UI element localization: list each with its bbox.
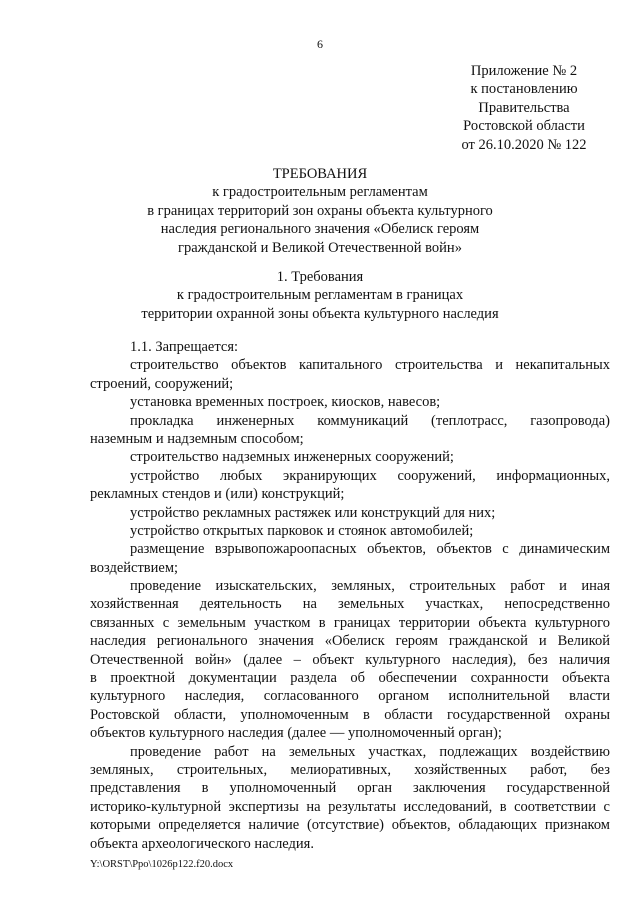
title-line: наследия регионального значения «Обелиск героям <box>160 221 480 238</box>
paragraph-line: объекта археологического наследия. <box>90 835 314 852</box>
paragraph-line: прокладка инженерных коммуникаций (теплотрасс, газопровода) <box>130 412 610 429</box>
paragraph-line: проведение работ на земельных участках, подлежащих воздействию <box>130 743 610 760</box>
paragraph-line: Отечественной войн» (далее – объект культурного наследия), без наличия <box>90 651 610 668</box>
paragraph-line: хозяйственная деятельность на земельных участках, непосредственно <box>90 596 610 613</box>
document-title <box>80 165 560 257</box>
title-line: к градостроительным регламентам <box>212 184 428 201</box>
paragraph-line: культурного наследия, согласованного органом исполнительной власти <box>90 688 610 705</box>
paragraph-line: земляных, строительных, мелиоративных, хозяйственных работ, без <box>90 761 610 778</box>
paragraph-line: строительство объектов капитального строительства и некапитальных <box>130 357 610 374</box>
paragraph-line: воздействием; <box>90 559 179 576</box>
appendix-line: Правительства <box>478 99 570 116</box>
paragraph-line: наследия регионального значения «Обелиск героям гражданской и Великой <box>90 633 610 650</box>
file-path-footer: Y:\ORST\Ppo\1026p122.f20.docx <box>90 859 234 870</box>
paragraph-line: проведение изыскательских, земляных, строительных работ и иная <box>130 578 610 595</box>
section-line: 1. Требования <box>276 269 364 285</box>
appendix-line: Ростовской области <box>463 118 585 135</box>
title-line: гражданской и Великой Отечественной войн» <box>178 239 462 256</box>
paragraph-line: Ростовской области, уполномоченным в области государственной охраны <box>90 706 610 723</box>
paragraph-line: наземным и надземным способом; <box>90 430 304 447</box>
paragraph-line: в проектной документации раздела об обеспечении сохранности объекта <box>90 670 610 687</box>
paragraph-line: представления в уполномоченный орган заключения государственной <box>90 780 610 797</box>
page-number: 6 <box>317 37 323 51</box>
appendix-block <box>444 62 604 154</box>
body-text <box>90 338 610 853</box>
paragraph-line: историко-культурной экспертизы на результаты исследований, в соответствии с <box>90 798 610 815</box>
paragraph-line: установка временных построек, киосков, навесов; <box>130 394 441 411</box>
paragraph-line: строений, сооружений; <box>90 375 234 392</box>
paragraph-line: 1.1. Запрещается: <box>130 339 239 355</box>
title-line: ТРЕБОВАНИЯ <box>272 166 368 182</box>
appendix-line: к постановлению <box>470 81 578 98</box>
appendix-line: Приложение № 2 <box>470 63 578 79</box>
paragraph-line: рекламных стендов и (или) конструкций; <box>90 486 345 503</box>
title-line: в границах территорий зон охраны объекта культурного <box>147 202 493 219</box>
paragraph-line: устройство любых экранирующих сооружений, информационных, <box>130 467 610 484</box>
section-line: территории охранной зоны объекта культурного наследия <box>141 305 499 322</box>
paragraph-line: связанных с земельным участком в границах территории объекта культурного <box>90 614 610 631</box>
section-heading <box>80 268 560 323</box>
paragraph-line: размещение взрывопожароопасных объектов, объектов с динамическим <box>130 541 610 558</box>
section-line: к градостроительным регламентам в границах <box>176 287 464 304</box>
appendix-line: от 26.10.2020 № 122 <box>461 136 587 153</box>
paragraph-line: устройство рекламных растяжек или конструкций для них; <box>130 504 496 521</box>
paragraph-line: объектов культурного наследия (далее — уполномоченный орган); <box>90 725 502 742</box>
paragraph-line: строительство надземных инженерных сооружений; <box>130 449 454 466</box>
paragraph-line: устройство открытых парковок и стоянок автомобилей; <box>130 522 474 539</box>
paragraph-line: которыми определяется наличие (отсутствие) объектов, обладающих признаком <box>90 817 610 834</box>
